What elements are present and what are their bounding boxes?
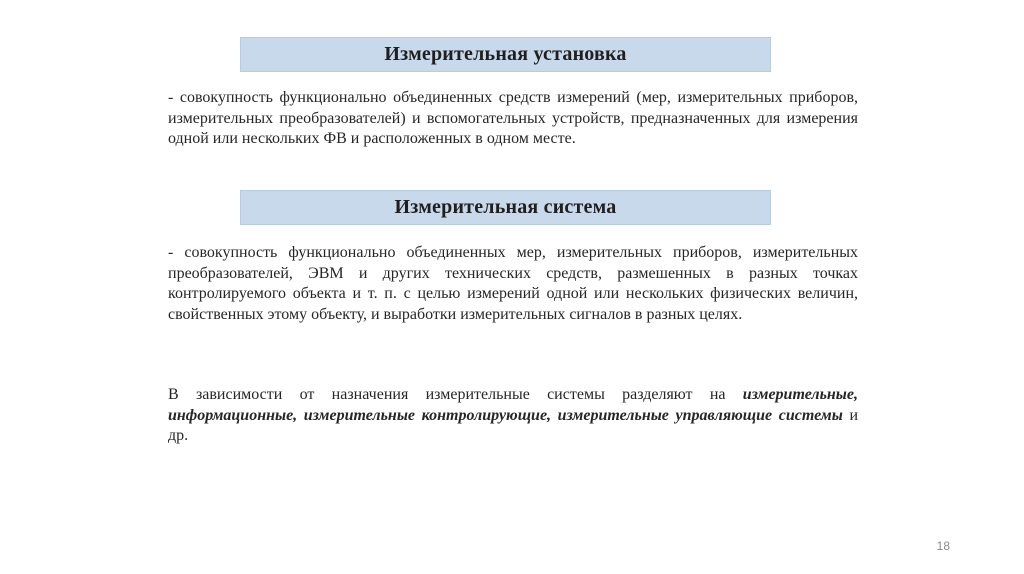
section-heading-measuring-system: Измерительная система: [394, 196, 617, 218]
page-number: 18: [936, 539, 950, 553]
definition-measuring-installation: - совокупность функционально объединенных средств измерений (мер, измерительных приборов, измерительных преобразователей) и вспомогательных устройств, предназначенных для измерения одной или нескольких ФВ и расположенных в одном месте.: [168, 89, 858, 147]
classification-outro: и др.: [168, 406, 859, 444]
classification-paragraph: [168, 385, 858, 447]
section-heading-banner: [240, 190, 771, 225]
definition-measuring-system: - совокупность функционально объединенных мер, измерительных приборов, измерительных преобразователей, ЭВМ и других технических средств, размешенных в разных точках контролируемого объекта и т. п. с целью измерений одной или нескольких физических величин, свойственных этому объекту, и выработки измерительных сигналов в разных целях.: [168, 244, 858, 323]
classification-types: измерительные, информационные, измерительные контролирующие, измерительные управляющие системы: [168, 386, 858, 424]
section-heading-banner: [240, 37, 771, 72]
classification-intro: В зависимости от назначения измерительные системы разделяют на: [168, 386, 743, 403]
section-heading-measuring-installation: Измерительная установка: [384, 43, 627, 65]
